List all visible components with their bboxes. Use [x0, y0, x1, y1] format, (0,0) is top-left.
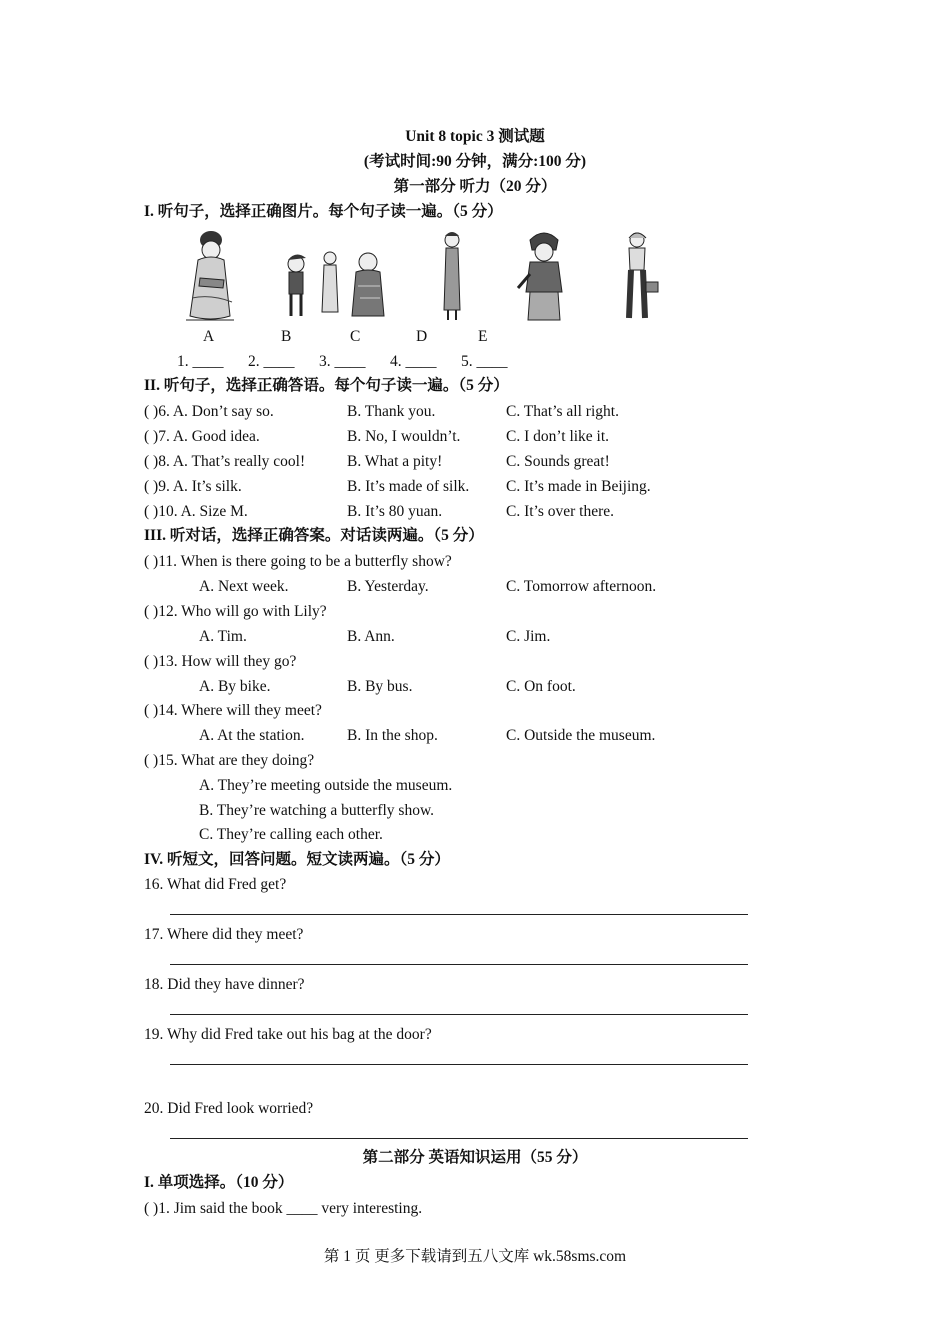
question-6: ( )6. A. Don’t say so.: [144, 403, 274, 420]
question-10-option-c: C. It’s over there.: [506, 503, 615, 520]
section2-heading: II. 听句子，选择正确答语。每个句子读一遍。（5 分）: [144, 377, 509, 394]
question-9-option-b: B. It’s made of silk.: [347, 478, 470, 495]
picture-a-kimono-girl: [178, 228, 240, 323]
part2-section1-heading: I. 单项选择。（10 分）: [144, 1174, 294, 1191]
answer-blank-3: 3. ____: [319, 353, 366, 370]
answer-line-17: [170, 964, 748, 965]
answer-line-16: [170, 914, 748, 915]
question-19: 19. Why did Fred take out his bag at the door?: [144, 1026, 432, 1043]
question-10-option-b: B. It’s 80 yuan.: [347, 503, 443, 520]
question-15-option-a: A. They’re meeting outside the museum.: [199, 777, 453, 794]
question-12-option-b: B. Ann.: [347, 628, 395, 645]
question-17: 17. Where did they meet?: [144, 926, 304, 943]
question-6-option-b: B. Thank you.: [347, 403, 436, 420]
question-16: 16. What did Fred get?: [144, 876, 287, 893]
question-14-option-a: A. At the station.: [199, 727, 305, 744]
question-20: 20. Did Fred look worried?: [144, 1100, 314, 1117]
question-13-option-b: B. By bus.: [347, 678, 413, 695]
question-8: ( )8. A. That’s really cool!: [144, 453, 306, 470]
question-15: ( )15. What are they doing?: [144, 752, 315, 769]
part1-title: 第一部分 听力（20 分）: [393, 178, 557, 195]
question-12-option-c: C. Jim.: [506, 628, 551, 645]
answer-blank-5: 5. ____: [461, 353, 508, 370]
question-6-option-c: C. That’s all right.: [506, 403, 619, 420]
question-11-option-c: C. Tomorrow afternoon.: [506, 578, 657, 595]
question-12-option-a: A. Tim.: [199, 628, 247, 645]
page-footer: 第 1 页 更多下载请到五八文库 wk.58sms.com: [323, 1248, 627, 1265]
part2-question-1: ( )1. Jim said the book ____ very interesting.: [144, 1200, 423, 1217]
doc-subtitle: (考试时间:90 分钟，满分:100 分): [363, 153, 587, 170]
question-7: ( )7. A. Good idea.: [144, 428, 260, 445]
part2-title: 第二部分 英语知识运用（55 分）: [362, 1149, 588, 1166]
section3-heading: III. 听对话，选择正确答案。对话读两遍。（5 分）: [144, 527, 484, 544]
question-7-option-b: B. No, I wouldn’t.: [347, 428, 461, 445]
question-15-option-b: B. They’re watching a butterfly show.: [199, 802, 435, 819]
question-11: ( )11. When is there going to be a butterfly show?: [144, 553, 452, 570]
picture-modern-girl: [620, 230, 660, 322]
picture-e-ethnic-girl: [516, 230, 572, 322]
question-14-option-c: C. Outside the museum.: [506, 727, 656, 744]
doc-title: Unit 8 topic 3 测试题: [405, 128, 545, 145]
answer-blank-1: 1. ____: [177, 353, 224, 370]
answer-line-18: [170, 1014, 748, 1015]
section1-heading: I. 听句子，选择正确图片。每个句子读一遍。（5 分）: [144, 203, 503, 220]
question-13-option-c: C. On foot.: [506, 678, 576, 695]
answer-line-20: [170, 1138, 748, 1139]
question-8-option-b: B. What a pity!: [347, 453, 443, 470]
section4-heading: IV. 听短文，回答问题。短文读两遍。（5 分）: [144, 851, 450, 868]
question-11-option-b: B. Yesterday.: [347, 578, 429, 595]
answer-blank-4: 4. ____: [390, 353, 437, 370]
picture-d-qipao-lady: [436, 230, 468, 322]
picture-label-e: E: [478, 328, 488, 345]
question-9: ( )9. A. It’s silk.: [144, 478, 242, 495]
question-12: ( )12. Who will go with Lily?: [144, 603, 327, 620]
question-18: 18. Did they have dinner?: [144, 976, 305, 993]
question-13: ( )13. How will they go?: [144, 653, 297, 670]
answer-blank-2: 2. ____: [248, 353, 295, 370]
picture-label-a: A: [203, 328, 215, 345]
question-14: ( )14. Where will they meet?: [144, 702, 322, 719]
question-15-option-c: C. They’re calling each other.: [199, 826, 383, 843]
picture-label-c: C: [350, 328, 361, 345]
picture-b-c-group: [280, 250, 390, 322]
question-8-option-c: C. Sounds great!: [506, 453, 610, 470]
question-14-option-b: B. In the shop.: [347, 727, 438, 744]
picture-label-d: D: [416, 328, 428, 345]
question-9-option-c: C. It’s made in Beijing.: [506, 478, 651, 495]
question-11-option-a: A. Next week.: [199, 578, 289, 595]
question-13-option-a: A. By bike.: [199, 678, 271, 695]
answer-line-19: [170, 1064, 748, 1065]
question-7-option-c: C. I don’t like it.: [506, 428, 610, 445]
question-10: ( )10. A. Size M.: [144, 503, 248, 520]
picture-label-b: B: [281, 328, 292, 345]
